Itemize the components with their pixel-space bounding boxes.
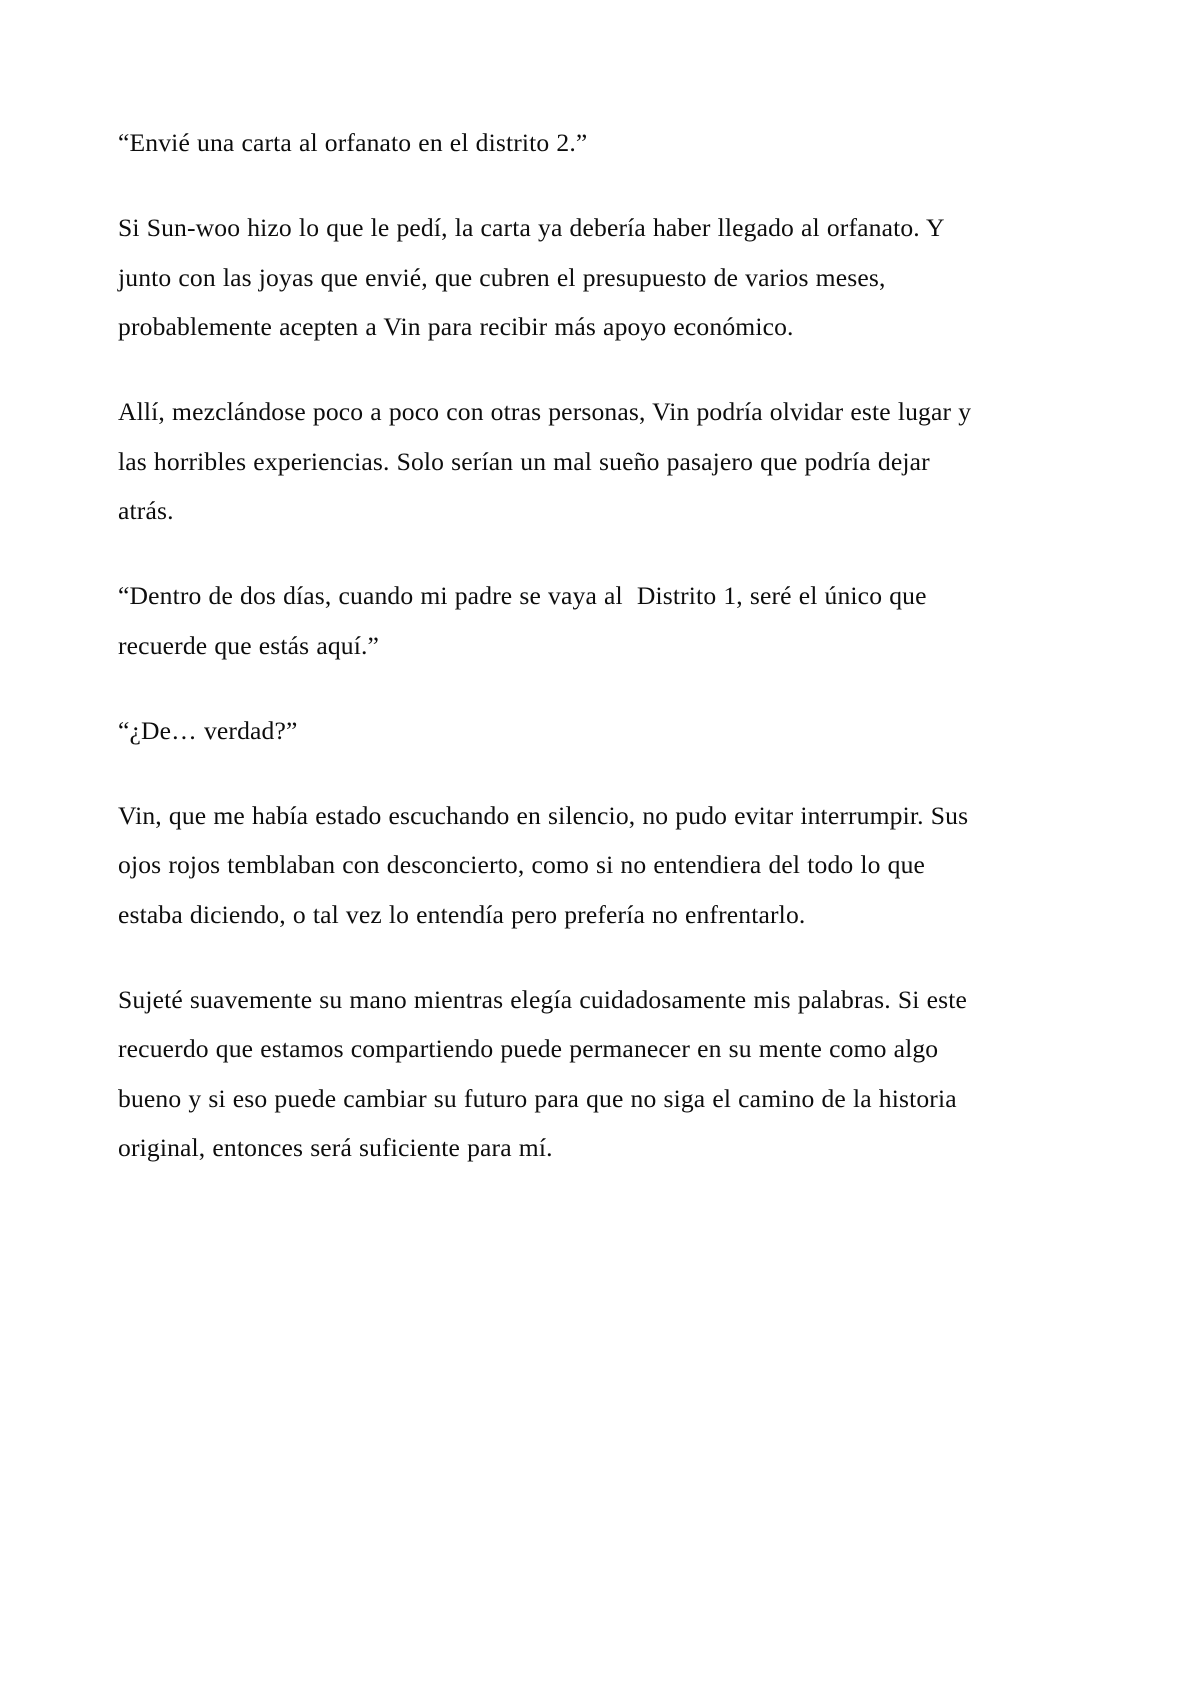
paragraph-holding-hand: Sujeté suavemente su mano mientras elegía cuidadosamente mis palabras. Si este recuerdo que estamos compartiendo puede permanecer en su mente como algo bueno y si eso puede cambiar su futuro para que no siga el camino de la historia original, entonces será suficiente para mí. — [118, 984, 975, 1162]
paragraph-sunwoo-letter: Si Sun-woo hizo lo que le pedí, la carta ya debería haber llegado al orfanato. Y junto con las joyas que envié, que cubren el presupuesto de varios meses, probablemente acepten a Vin para recibir más apoyo económico. — [118, 213, 951, 341]
paragraph-vin-forget: Allí, mezclándose poco a poco con otras personas, Vin podría olvidar este lugar y las horribles experiencias. Solo serían un mal sueño pasajero que podría dejar atrás. — [118, 397, 979, 525]
document-text-column — [118, 118, 990, 1173]
paragraph-dialogue-really: “¿De… verdad?” — [118, 715, 298, 745]
paragraph-dialogue-two-days: “Dentro de dos días, cuando mi padre se vaya al Distrito 1, seré el único que recuerde que estás aquí.” — [118, 581, 934, 660]
paragraph-vin-listening: Vin, que me había estado escuchando en silencio, no pudo evitar interrumpir. Sus ojos rojos temblaban con desconcierto, como si no entendiera del todo lo que estaba diciendo, o tal vez lo entendía pero prefería no enfrentarlo. — [118, 800, 976, 929]
paragraph-dialogue-letter: “Envié una carta al orfanato en el distrito 2.” — [118, 128, 588, 157]
